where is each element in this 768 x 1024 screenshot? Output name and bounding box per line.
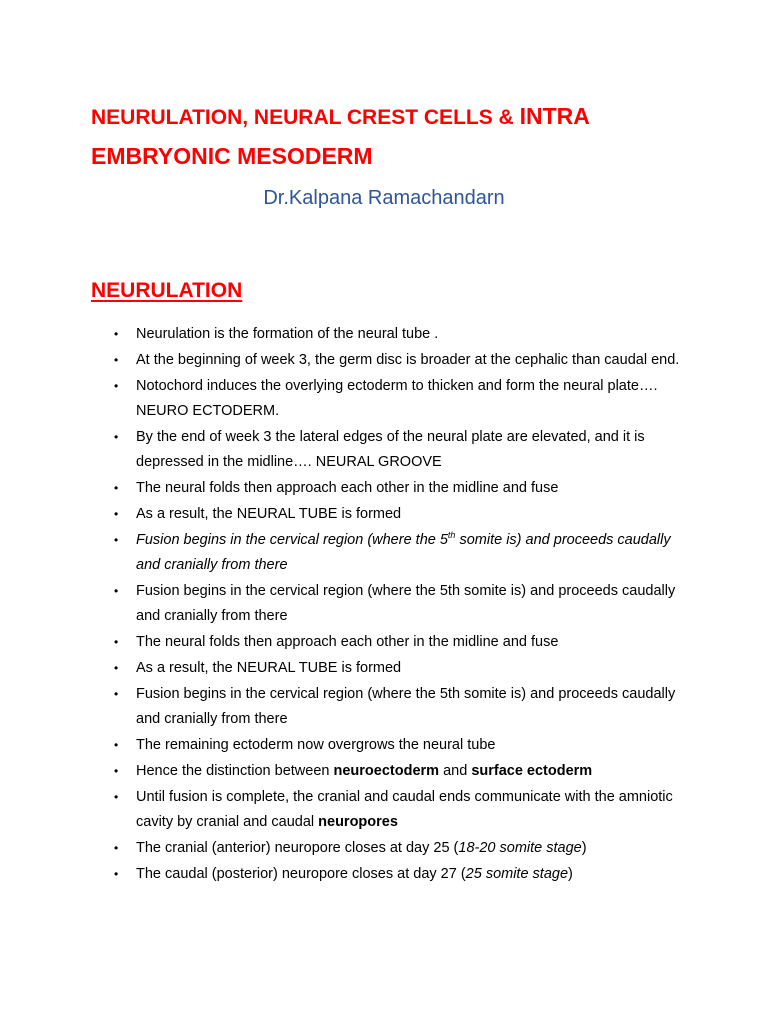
text-run: and (439, 763, 472, 779)
bullet-icon: • (114, 764, 119, 778)
list-item (0, 322, 768, 347)
bullet-icon: • (114, 481, 119, 495)
bullet-icon: • (114, 687, 119, 701)
bullet-icon: • (114, 635, 119, 649)
list-item-text: At the beginning of week 3, the germ disc is broader at the cephalic than caudal end. (136, 352, 680, 368)
bullet-icon: • (114, 379, 119, 393)
list-item (0, 836, 768, 861)
list-item-text: By the end of week 3 the lateral edges of the neural plate are elevated, and it is depressed in the midline…. NEURAL GROOVE (136, 429, 645, 470)
list-item (0, 733, 768, 758)
list-item-text: Neurulation is the formation of the neural tube . (136, 326, 439, 342)
bullet-icon: • (114, 327, 119, 341)
bold-term: neuroectoderm (333, 763, 440, 779)
list-item-text: Fusion begins in the cervical region (where the 5th somite is) and proceeds caudally and cranially from there (136, 583, 676, 624)
list-item-text: The remaining ectoderm now overgrows the neural tube (136, 737, 496, 753)
list-item (0, 656, 768, 681)
list-item (0, 528, 768, 578)
text-run: ) (568, 866, 573, 882)
title-part-1: NEURULATION, NEURAL CREST CELLS & (91, 106, 520, 129)
superscript: th (447, 530, 456, 541)
list-item (0, 476, 768, 501)
text-run: The caudal (posterior) neuropore closes at day 27 ( (136, 866, 466, 882)
list-item-text (136, 862, 680, 887)
list-item-text (136, 759, 680, 784)
bullet-list (0, 322, 768, 888)
list-item-text (136, 836, 680, 861)
list-item-text: As a result, the NEURAL TUBE is formed (136, 660, 402, 676)
list-item-text: Fusion begins in the cervical region (where the 5th somite is) and proceeds caudally and cranially from there (136, 686, 676, 727)
italic-term: 18-20 somite stage (458, 840, 582, 856)
list-item (0, 682, 768, 732)
bullet-icon: • (114, 533, 119, 547)
list-item (0, 502, 768, 527)
text-run: ) (581, 840, 587, 856)
list-item-text: As a result, the NEURAL TUBE is formed (136, 506, 402, 522)
list-item (0, 785, 768, 835)
list-item (0, 630, 768, 655)
list-item-text: The neural folds then approach each other in the midline and fuse (136, 634, 559, 650)
list-item-text: The neural folds then approach each other in the midline and fuse (136, 480, 559, 496)
list-item-text (136, 528, 680, 578)
list-item (0, 374, 768, 424)
bullet-icon: • (114, 867, 119, 881)
list-item (0, 425, 768, 475)
text-run: somite is) and proceeds caudally and cranially from there (136, 532, 671, 573)
italic-term: 25 somite stage (465, 866, 569, 882)
bullet-icon: • (114, 430, 119, 444)
section-heading: NEURULATION (91, 279, 243, 302)
title-part-3: EMBRYONIC MESODERM (91, 143, 373, 169)
text-run: Until fusion is complete, the cranial and caudal ends communicate with the amniotic cavity by cranial and caudal (136, 789, 673, 830)
list-item (0, 862, 768, 887)
list-item-text: Notochord induces the overlying ectoderm to thicken and form the neural plate…. NEURO ECTODERM. (136, 378, 658, 419)
bullet-icon: • (114, 353, 119, 367)
bullet-icon: • (114, 661, 119, 675)
list-item (0, 759, 768, 784)
text-run: The cranial (anterior) neuropore closes at day 25 ( (136, 840, 459, 856)
text-run: Hence the distinction between (136, 763, 334, 779)
bullet-icon: • (114, 738, 119, 752)
bullet-icon: • (114, 507, 119, 521)
document-title (91, 97, 711, 177)
title-part-2: INTRA (519, 103, 590, 129)
bullet-icon: • (114, 841, 119, 855)
list-item (0, 579, 768, 629)
bullet-icon: • (114, 584, 119, 598)
list-item-text (136, 785, 680, 835)
author-name: Dr.Kalpana Ramachandarn (263, 187, 505, 209)
bullet-icon: • (114, 790, 119, 804)
bold-term: surface ectoderm (471, 763, 593, 779)
text-run: Fusion begins in the cervical region (where the 5 (136, 532, 448, 548)
list-item (0, 348, 768, 373)
bold-term: neuropores (318, 814, 398, 830)
